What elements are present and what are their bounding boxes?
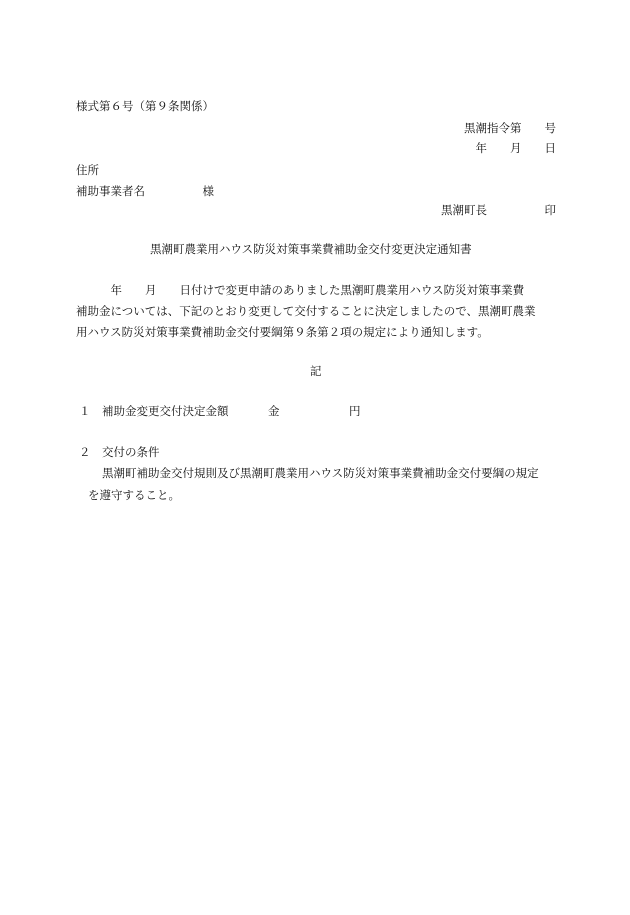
address-label: 住所 xyxy=(76,163,99,177)
recipient-name: 補助事業者名 様 xyxy=(76,184,214,198)
document-date: 年 月 日 xyxy=(475,141,556,155)
document-title: 黒潮町農業用ハウス防災対策事業費補助金交付変更決定通知書 xyxy=(150,242,472,256)
item1-amount-prefix: 金 xyxy=(268,404,280,418)
ki-heading: 記 xyxy=(310,364,322,378)
item2-line-2: を遵守すること。 xyxy=(88,488,180,502)
item1-label: １ 補助金変更交付決定金額 xyxy=(79,404,229,418)
form-label: 様式第６号（第９条関係） xyxy=(76,99,214,113)
document-number: 黒潮指令第 号 xyxy=(464,121,556,135)
body-line-3: 用ハウス防災対策事業費補助金交付要綱第９条第２項の規定により通知します。 xyxy=(76,325,489,339)
item1-amount-suffix: 円 xyxy=(349,404,361,418)
body-line-1: 年 月 日付けで変更申請のありました黒潮町農業用ハウス防災対策事業費 xyxy=(76,283,525,297)
body-line-2: 補助金については、下記のとおり変更して交付することに決定しましたので、黒潮町農業 xyxy=(76,304,536,318)
issuer: 黒潮町長 印 xyxy=(441,203,556,217)
item2-line-1: 黒潮町補助金交付規則及び黒潮町農業用ハウス防災対策事業費補助金交付要綱の規定 xyxy=(102,466,539,480)
item2-label: ２ 交付の条件 xyxy=(79,445,160,459)
